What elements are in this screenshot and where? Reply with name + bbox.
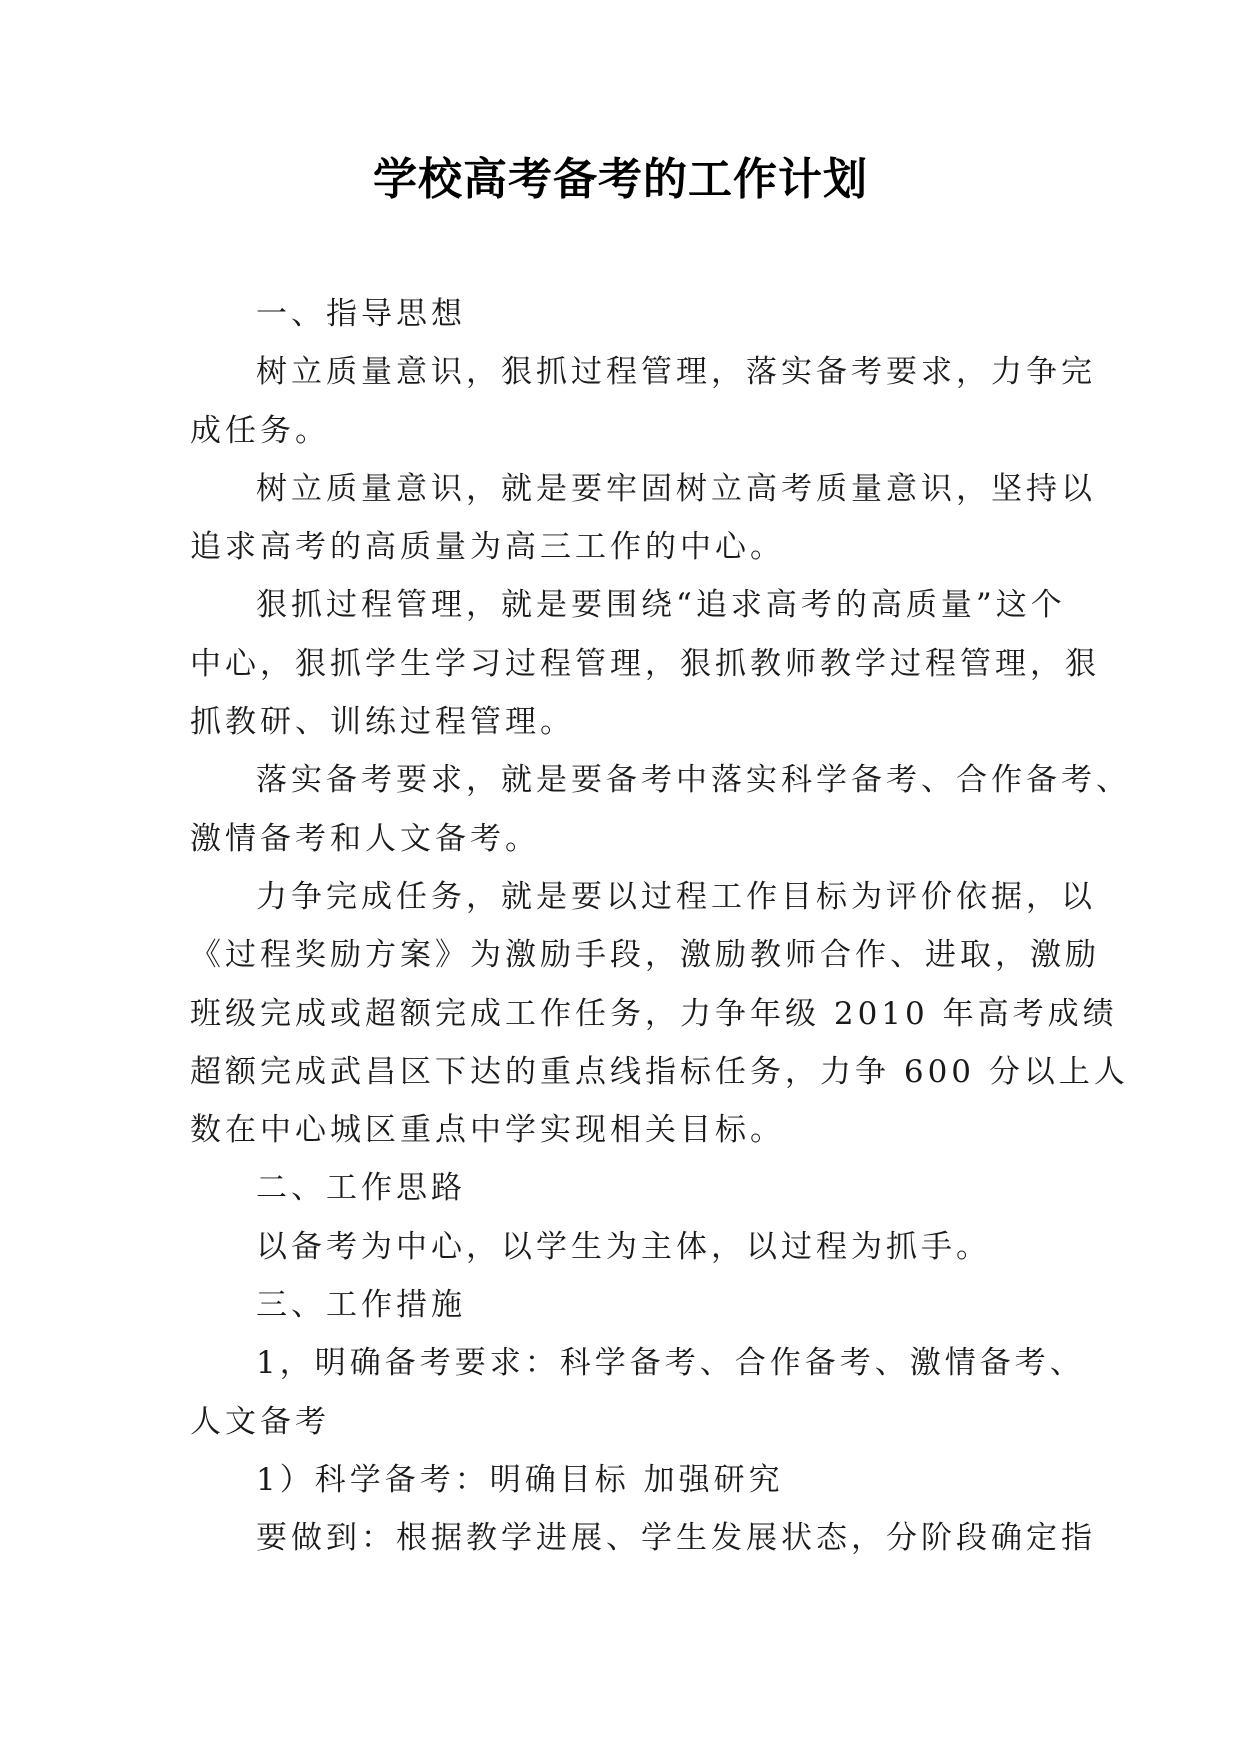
document-title: 学校高考备考的工作计划 bbox=[373, 154, 868, 205]
text-line: 人文备考 bbox=[190, 1403, 330, 1440]
text-line: 一、指导思想 bbox=[256, 296, 466, 332]
document-body bbox=[190, 285, 1131, 1568]
text-line: 抓教研、训练过程管理。 bbox=[190, 704, 575, 741]
text-line: 以备考为中心，以学生为主体，以过程为抓手。 bbox=[256, 1228, 991, 1265]
text-line: 三、工作措施 bbox=[256, 1287, 466, 1324]
text-line: 中心，狠抓学生学习过程管理，狠抓教师教学过程管理，狠 bbox=[190, 645, 1100, 682]
text-line: 成任务。 bbox=[190, 412, 330, 449]
text-line: 数在中心城区重点中学实现相关目标。 bbox=[190, 1112, 785, 1149]
text-line: 落实备考要求，就是要备考中落实科学备考、合作备考、 bbox=[256, 762, 1131, 799]
text-line: 狠抓过程管理，就是要围绕“追求高考的高质量”这个 bbox=[256, 587, 1066, 624]
text-line: 力争完成任务，就是要以过程工作目标为评价依据，以 bbox=[256, 878, 1096, 915]
text-line: 1）科学备考：明确目标 加强研究 bbox=[256, 1461, 784, 1498]
text-line: 树立质量意识，狠抓过程管理，落实备考要求，力争完 bbox=[256, 354, 1096, 391]
text-line: 班级完成或超额完成工作任务，力争年级 2010 年高考成绩 bbox=[190, 995, 1118, 1032]
text-line: 追求高考的高质量为高三工作的中心。 bbox=[190, 529, 785, 566]
text-line: 超额完成武昌区下达的重点线指标任务，力争 600 分以上人 bbox=[190, 1053, 1129, 1090]
text-line: 《过程奖励方案》为激励手段，激励教师合作、进取，激励 bbox=[190, 937, 1100, 974]
text-line: 树立质量意识，就是要牢固树立高考质量意识，坚持以 bbox=[256, 470, 1096, 507]
text-line: 1，明确备考要求：科学备考、合作备考、激情备考、 bbox=[256, 1345, 1085, 1382]
text-line: 激情备考和人文备考。 bbox=[190, 820, 540, 857]
text-line: 二、工作思路 bbox=[256, 1170, 466, 1207]
text-line: 要做到：根据教学进展、学生发展状态，分阶段确定指 bbox=[256, 1520, 1096, 1557]
